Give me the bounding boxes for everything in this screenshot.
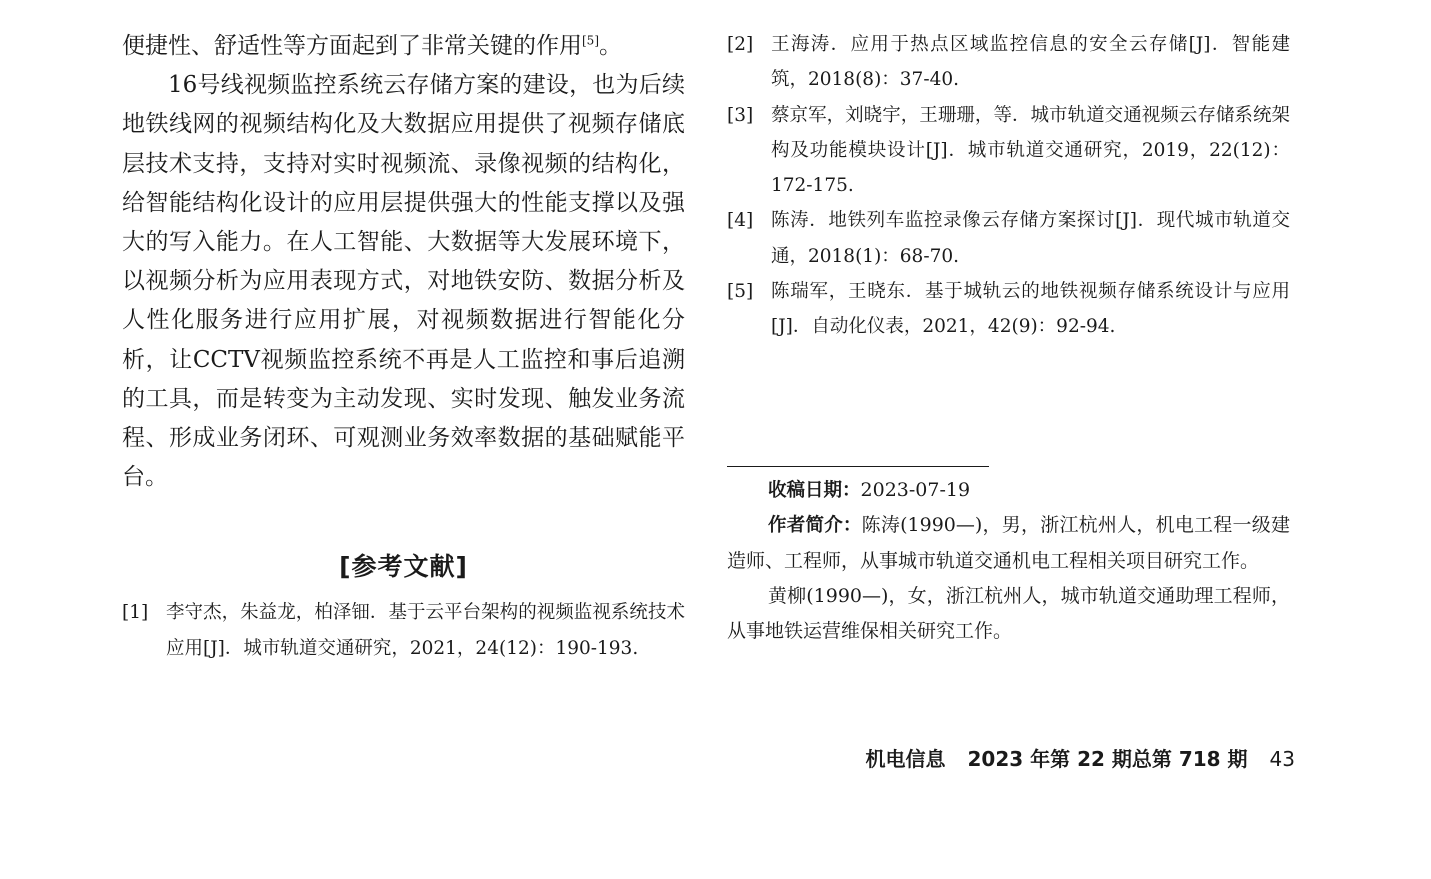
reference-number: [1] xyxy=(122,602,149,624)
reference-item-5 xyxy=(727,274,1290,345)
received-date-note xyxy=(727,473,1290,508)
reference-item-2 xyxy=(727,27,1290,98)
reference-number: [2] xyxy=(727,34,754,55)
paragraph-1-text: 便捷性、舒适性等方面起到了非常关键的作用 xyxy=(122,33,582,59)
left-column xyxy=(122,27,685,666)
reference-number: [3] xyxy=(727,104,754,126)
article-notes xyxy=(727,473,1290,649)
paragraph-1 xyxy=(122,27,685,66)
reference-list-left xyxy=(122,595,685,666)
received-date-label: 收稿日期： xyxy=(768,480,861,501)
references-heading: [参考文献] xyxy=(339,552,468,582)
reference-text: 陈瑞军，王晓东．基于城轨云的地铁视频存储系统设计与应用[J]．自动化仪表，2021，42(9)：92-94. xyxy=(771,281,1290,338)
author-bio-label: 作者简介： xyxy=(768,515,862,537)
page-number: 43 xyxy=(1269,747,1295,771)
reference-list-right xyxy=(727,27,1290,345)
reference-item-1 xyxy=(122,595,685,666)
paragraph-2: 16号线视频监控系统云存储方案的建设，也为后续地铁线网的视频结构化及大数据应用提供了视频存储底层技术支持，支持对实时视频流、录像视频的结构化，给智能结构化设计的应用层提供强大的性能支撑以及强大的写入能力。在人工智能、大数据等大发展环境下，以视频分析为应用表现方式，对地铁安防、数据分析及人性化服务进行应用扩展，对视频数据进行智能化分析，让CCTV视频监控系统不再是人工监控和事后追溯的工具，而是转变为主动发现、实时发现、触发业务流程、形成业务闭环、可观测业务效率数据的基础赋能平台。 xyxy=(122,72,685,491)
author-bio-1 xyxy=(727,508,1290,579)
reference-number: [5] xyxy=(727,281,754,303)
body-text xyxy=(122,27,685,497)
citation-marker: [5] xyxy=(582,33,599,48)
journal-name: 机电信息 xyxy=(865,747,946,771)
issue-info: 2023 年第 22 期总第 718 期 xyxy=(967,747,1248,771)
reference-item-4 xyxy=(727,203,1290,274)
author-bio-1-text: 陈涛(1990—)，男，浙江杭州人，机电工程一级建造师、工程师，从事城市轨道交通机电工程相关项目研究工作。 xyxy=(727,514,1290,572)
received-date-value: 2023-07-19 xyxy=(860,479,971,501)
reference-text: 王海涛．应用于热点区域监控信息的安全云存储[J]．智能建筑，2018(8)：37-40. xyxy=(771,34,1290,91)
paragraph-1-end: 。 xyxy=(599,33,622,59)
page-footer xyxy=(865,744,1295,774)
reference-text: 陈涛．地铁列车监控录像云存储方案探讨[J]．现代城市轨道交通，2018(1)：68-70. xyxy=(771,210,1290,267)
author-bio-2: 黄柳(1990—)，女，浙江杭州人，城市轨道交通助理工程师，从事地铁运营维保相关研究工作。 xyxy=(727,584,1290,643)
reference-item-3 xyxy=(727,98,1290,204)
footnote-divider xyxy=(727,466,989,467)
reference-text: 李守杰，朱益龙，柏泽钿．基于云平台架构的视频监视系统技术应用[J]．城市轨道交通研究，2021，24(12)：190-193. xyxy=(166,602,685,659)
right-column xyxy=(727,27,1290,345)
reference-text: 蔡京军，刘晓宇，王珊珊，等．城市轨道交通视频云存储系统架构及功能模块设计[J]．城市轨道交通研究，2019，22(12)：172-175. xyxy=(771,104,1290,197)
reference-number: [4] xyxy=(727,210,754,232)
